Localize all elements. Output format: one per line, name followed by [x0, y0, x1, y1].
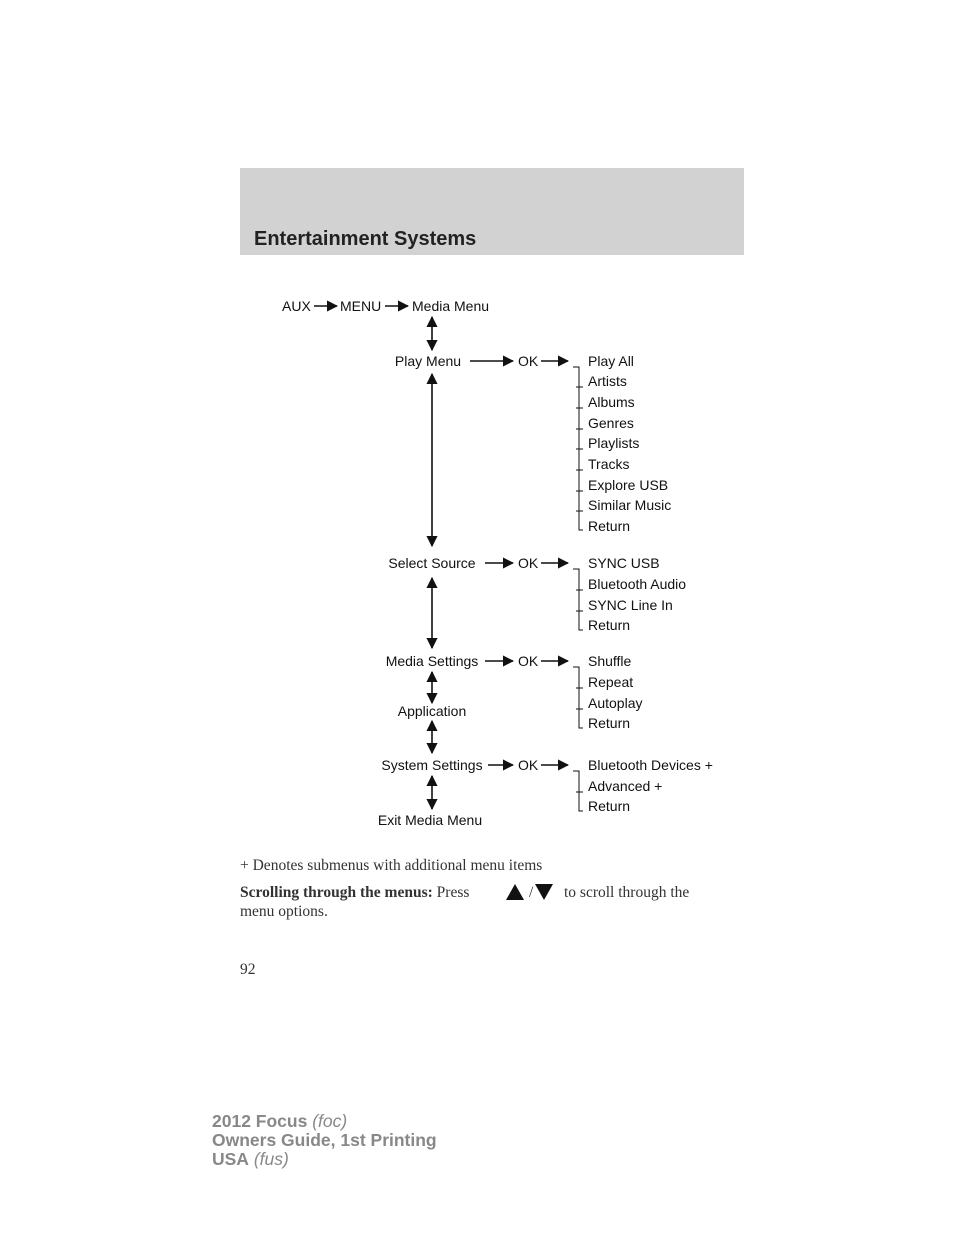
list-item: Albums — [588, 394, 635, 410]
label-select-source: Select Source — [388, 555, 476, 571]
list-item: Return — [588, 518, 631, 534]
label-exit-media-menu: Exit Media Menu — [377, 812, 483, 828]
up-arrow-icon — [505, 883, 525, 901]
list-item: Playlists — [588, 435, 640, 451]
label-system-settings: System Settings — [381, 757, 483, 773]
list-item: Genres — [588, 415, 634, 431]
label-media-settings: Media Settings — [385, 653, 479, 669]
list-item: SYNC Line In — [588, 597, 673, 613]
footer-model: 2012 Focus — [212, 1111, 308, 1131]
page-number: 92 — [240, 961, 256, 978]
scroll-rest-line1: to scroll through the — [564, 884, 690, 901]
list-item: Repeat — [588, 674, 634, 690]
section-title: Entertainment Systems — [254, 228, 477, 250]
label-ok: OK — [518, 653, 539, 669]
list-item: Artists — [588, 373, 627, 389]
list-item: Advanced + — [588, 778, 663, 794]
submenu-note: + Denotes submenus with additional menu items — [240, 857, 543, 874]
scroll-rest-line2: menu options. — [240, 903, 328, 920]
list-item: Bluetooth Devices + — [588, 757, 713, 773]
footer-market: USA — [212, 1149, 249, 1169]
scroll-press-text: Press — [436, 884, 470, 901]
bracket-system-settings — [573, 771, 583, 811]
label-ok: OK — [518, 555, 539, 571]
footer-guide: Owners Guide, 1st Printing — [212, 1130, 437, 1150]
footer-market-code: (fus) — [253, 1149, 289, 1169]
bracket-media-settings — [573, 667, 583, 728]
list-item: Return — [588, 617, 631, 633]
scroll-slash: / — [529, 884, 534, 901]
list-item: Bluetooth Audio — [588, 576, 687, 592]
footer-model-code: (foc) — [312, 1111, 348, 1131]
scroll-instruction-heading: Scrolling through the menus: — [240, 884, 433, 901]
list-item: Tracks — [588, 456, 630, 472]
label-media-menu: Media Menu — [412, 298, 490, 314]
list-item: Play All — [588, 353, 634, 369]
label-play-menu: Play Menu — [394, 353, 462, 369]
label-ok: OK — [518, 353, 539, 369]
list-item: Return — [588, 715, 631, 731]
down-arrow-icon — [534, 883, 554, 901]
list-item: Similar Music — [588, 497, 672, 513]
bracket-select-source — [573, 569, 583, 630]
list-item: Explore USB — [588, 477, 669, 493]
label-menu: MENU — [340, 298, 382, 314]
label-ok: OK — [518, 757, 539, 773]
list-item: Shuffle — [588, 653, 632, 669]
scroll-instruction — [240, 883, 469, 902]
label-application: Application — [397, 703, 467, 719]
label-aux: AUX — [282, 298, 311, 314]
footer-imprint — [212, 1112, 437, 1169]
list-item: SYNC USB — [588, 555, 660, 571]
list-item: Return — [588, 798, 631, 814]
list-item: Autoplay — [588, 695, 643, 711]
